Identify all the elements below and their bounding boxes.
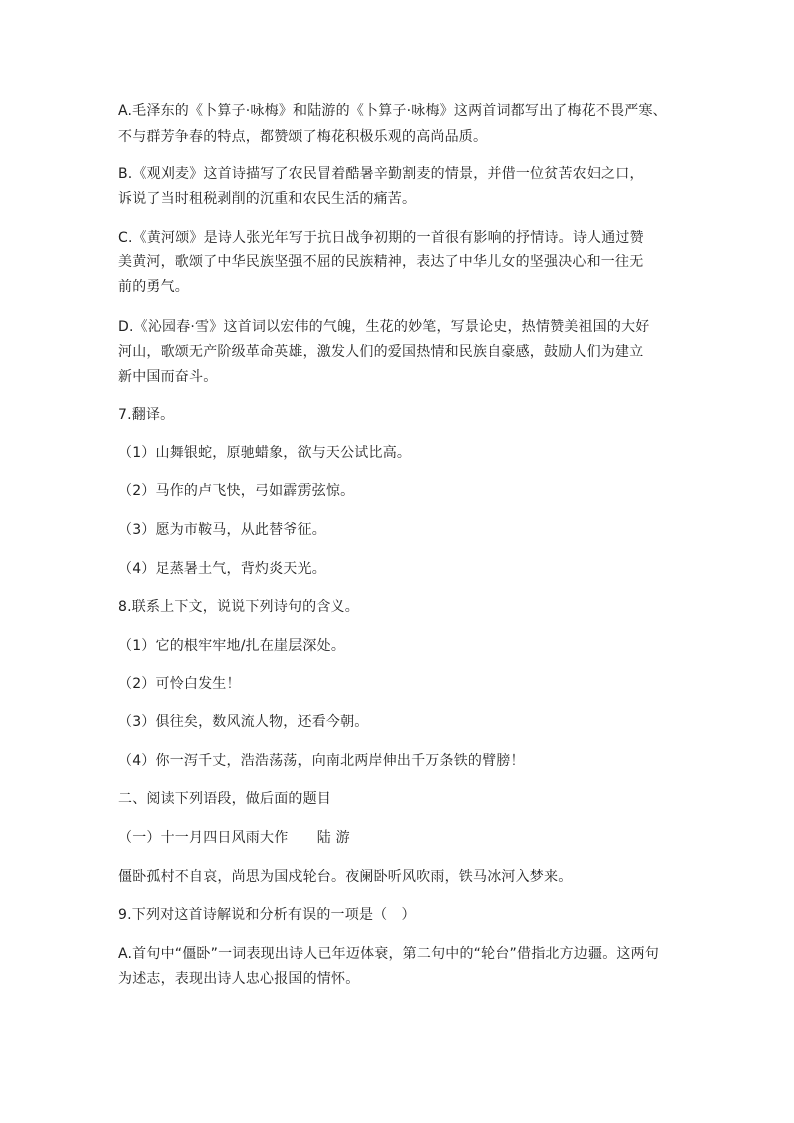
option-d-line-2: 河山，歌颂无产阶级革命英雄，激发人们的爱国热情和民族自豪感，鼓励人们为建立 bbox=[118, 344, 644, 360]
question-7-item-3: （3）愿为市鞍马，从此替爷征。 bbox=[118, 522, 326, 538]
question-8-item-1: （1）它的根牢牢地/扎在崖层深处。 bbox=[118, 638, 346, 654]
option-d-line-3: 新中国而奋斗。 bbox=[118, 369, 218, 385]
option-b-line-1: B.《观刈麦》这首诗描写了农民冒着酷暑辛勤割麦的情景，并借一位贫苦农妇之口， bbox=[118, 166, 644, 182]
option-c-line-1: C.《黄河颂》是诗人张光年写于抗日战争初期的一首很有影响的抒情诗。诗人通过赞 bbox=[118, 230, 644, 246]
poem-text: 僵卧孤村不自哀，尚思为国戍轮台。夜阑卧听风吹雨，铁马冰河入梦来。 bbox=[118, 869, 573, 885]
option-c-line-3: 前的勇气。 bbox=[118, 279, 189, 295]
option-a-line-1: A.毛泽东的《卜算子·咏梅》和陆游的《卜算子·咏梅》这两首词都写出了梅花不畏严寒、 bbox=[118, 103, 667, 119]
question-8-item-3: （3）俱往矣，数风流人物，还看今朝。 bbox=[118, 714, 369, 730]
section-2-heading: 二、阅读下列语段，做后面的题目 bbox=[118, 791, 331, 807]
option-d-line-1: D.《沁园春·雪》这首词以宏伟的气魄，生花的妙笔，写景论史，热情赞美祖国的大好 bbox=[118, 319, 650, 335]
question-9-heading: 9.下列对这首诗解说和分析有误的一项是（ ） bbox=[118, 907, 416, 923]
question-8-item-4: （4）你一泻千丈，浩浩荡荡，向南北两岸伸出千万条铁的臂膀！ bbox=[118, 753, 525, 769]
question-8-heading: 8.联系上下文，说说下列诗句的含义。 bbox=[118, 599, 359, 615]
question-8-item-2: （2）可怜白发生！ bbox=[118, 676, 241, 692]
question-7-item-2: （2）马作的卢飞快，弓如霹雳弦惊。 bbox=[118, 483, 355, 499]
question-9-option-a-line-1: A.首句中“僵卧”一词表现出诗人已年迈体衰，第二句中的“轮台”借指北方边疆。这两句 bbox=[118, 946, 659, 962]
poem-title-line: （一）十一月四日风雨大作 陆 游 bbox=[118, 830, 350, 846]
question-7-item-1: （1）山舞银蛇，原驰蜡象，欲与天公试比高。 bbox=[118, 445, 412, 461]
question-7-heading: 7.翻译。 bbox=[118, 407, 175, 423]
option-c-line-2: 美黄河，歌颂了中华民族坚强不屈的民族精神，表达了中华儿女的坚强决心和一往无 bbox=[118, 254, 644, 270]
question-7-item-4: （4）足蒸暑土气，背灼炎天光。 bbox=[118, 561, 326, 577]
question-9-option-a-line-2: 为述志，表现出诗人忠心报国的情怀。 bbox=[118, 971, 360, 987]
option-b-line-2: 诉说了当时租税剥削的沉重和农民生活的痛苦。 bbox=[118, 191, 417, 207]
option-a-line-2: 不与群芳争春的特点，都赞颂了梅花积极乐观的高尚品质。 bbox=[118, 129, 488, 145]
